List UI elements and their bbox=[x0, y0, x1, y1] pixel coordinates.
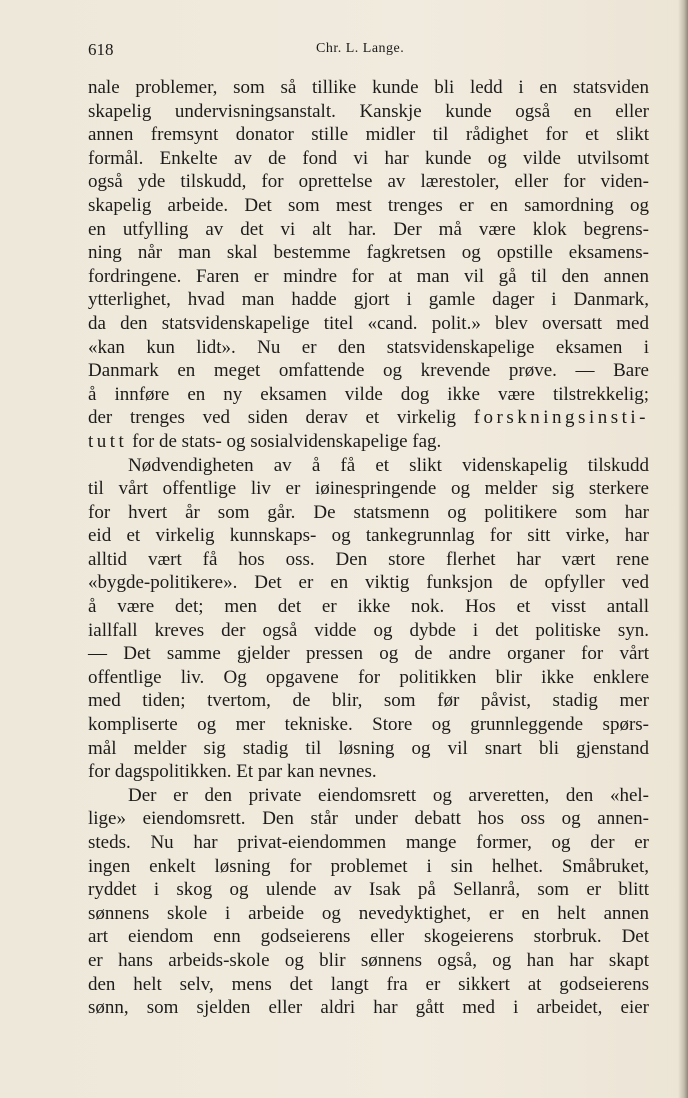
text-line: en utfylling av det vi alt har. Der må være klok begrens- bbox=[88, 218, 649, 240]
text-line: også yde tilskudd, for oprettelse av lærestoler, eller for viden- bbox=[88, 171, 649, 193]
text-line: ryddet i skog og ulende av Isak på Sellanrå, som er blitt bbox=[88, 879, 649, 901]
text-line: steds. Nu har privat-eiendommen mange former, og der er bbox=[88, 832, 649, 853]
text-line: skapelig undervisningsanstalt. Kanskje kunde også en eller bbox=[88, 100, 649, 122]
text-line: ingen enkelt løsning for problemet i sin helhet. Småbruket, bbox=[88, 855, 649, 877]
text-line: offentlige liv. Og opgavene for politikken blir ikke enklere bbox=[88, 666, 649, 688]
text-line: å innføre en ny eksamen vilde dog ikke være tilstrekkelig; bbox=[88, 383, 649, 405]
running-head: Chr. L. Lange. bbox=[316, 41, 405, 56]
text-line: fordringene. Faren er mindre for at man vil gå til den annen bbox=[88, 265, 649, 287]
spaced-emphasis: tutt bbox=[88, 430, 128, 452]
text-line: kompliserte og mer tekniske. Store og grunnleggende spørs- bbox=[88, 714, 649, 736]
text-line: «kan kun lidt». Nu er den statsvidenskapelige eksamen i bbox=[88, 336, 649, 358]
spaced-emphasis: forskningsinsti- bbox=[473, 407, 649, 429]
text-line: for dagspolitikken. Et par kan nevnes. bbox=[88, 761, 377, 783]
text-run: der trenges ved siden derav et virkelig bbox=[88, 407, 474, 429]
text-line: Der er den private eiendomsrett og arveretten, den «hel- bbox=[128, 784, 649, 806]
text-line: da den statsvidenskapelige titel «cand. polit.» blev oversatt med bbox=[88, 312, 649, 334]
text-line: med tiden; tvertom, de blir, som før påvist, stadig mer bbox=[88, 690, 649, 712]
text-line: ning når man skal bestemme fagkretsen og opstille eksamens- bbox=[88, 242, 649, 264]
text-line: lige» eiendomsrett. Den står under debatt hos oss og annen- bbox=[88, 808, 649, 830]
text-line: til vårt offentlige liv er iøinespringende og melder sig sterkere bbox=[88, 478, 649, 500]
text-line: den helt selv, mens det langt fra er sikkert at godseierens bbox=[88, 973, 649, 995]
text-line: — Det samme gjelder pressen og de andre organer for vårt bbox=[88, 643, 649, 665]
text-run: for de stats- og sosialvidenskapelige fag. bbox=[127, 430, 442, 452]
text-line: for hvert år som går. De statsmenn og politikere som har bbox=[88, 501, 649, 523]
text-line: sønn, som sjelden eller aldri har gått med i arbeidet, eier bbox=[88, 997, 649, 1019]
text-line: sønnens skole i arbeide og nevedyktighet, er en helt annen bbox=[88, 902, 649, 924]
text-line: art eiendom enn godseierens eller skogeierens storbruk. Det bbox=[88, 926, 649, 948]
text-line: å være det; men det er ikke nok. Hos et visst antall bbox=[88, 596, 649, 618]
text-line: ytterlighet, hvad man hadde gjort i gamle dager i Danmark, bbox=[88, 289, 649, 311]
text-line: er hans arbeids-skole og blir sønnens også, og han har skapt bbox=[88, 949, 649, 971]
text-line: eid et virkelig kunnskaps- og tankegrunnlag for sitt virke, har bbox=[88, 525, 649, 547]
text-line: mål melder sig stadig til løsning og vil snart bli gjenstand bbox=[88, 737, 649, 759]
text-line: Nødvendigheten av å få et slikt videnskapelig tilskudd bbox=[128, 454, 649, 476]
text-line: nale problemer, som så tillike kunde bli ledd i en statsviden bbox=[88, 77, 649, 98]
text-line: «bygde-politikere». Det er en viktig funksjon de opfyller ved bbox=[88, 572, 649, 594]
page-header bbox=[88, 40, 648, 62]
page-number: 618 bbox=[88, 40, 114, 59]
text-line bbox=[88, 406, 649, 430]
text-line bbox=[88, 430, 649, 454]
body-text bbox=[88, 76, 649, 1020]
text-line: skapelig arbeide. Det som mest trenges er en samordning og bbox=[88, 194, 649, 216]
text-line: Danmark en meget omfattende og krevende prøve. — Bare bbox=[88, 360, 649, 382]
text-line: formål. Enkelte av de fond vi har kunde og vilde utvilsomt bbox=[88, 147, 649, 169]
text-line: alltid vært få hos oss. Den store flerhet har vært rene bbox=[88, 548, 649, 570]
text-line: iallfall kreves der også vidde og dybde i det politiske syn. bbox=[88, 619, 649, 641]
text-line: annen fremsynt donator stille midler til rådighet for et slikt bbox=[88, 124, 649, 146]
page-edge-shadow bbox=[678, 0, 688, 1098]
